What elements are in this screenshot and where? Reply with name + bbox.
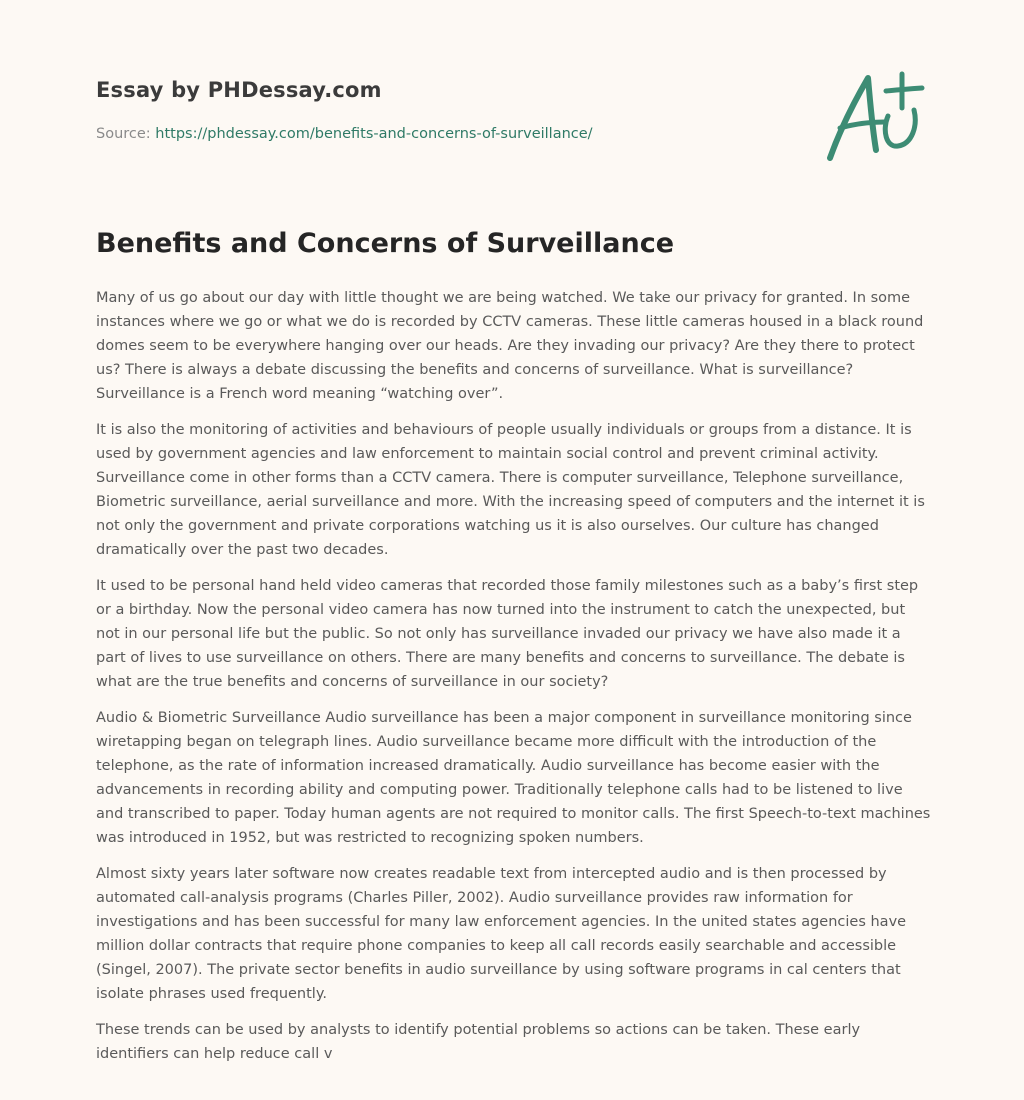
essay-paragraph: Audio & Biometric Surveillance Audio surveillance has been a major component in surveillance monitoring since wiretapping began on telegraph lines. Audio surveillance became more difficult with the introduction of the telephone, as the rate of information increased dramatically. Audio surveillance has become easier with the advancements in recording ability and computing power. Traditionally telephone calls had to be listened to live and transcribed to paper. Today human agents are not required to monitor calls. The first Speech-to-text machines was introduced in 1952, but was restricted to recognizing spoken numbers. <box>96 710 931 846</box>
essay-paragraph: Almost sixty years later software now creates readable text from intercepted audio and is then processed by automated call-analysis programs (Charles Piller, 2002). Audio surveillance provides raw information for investigations and has been successful for many law enforcement agencies. In the united states agencies have million dollar contracts that require phone companies to keep all call records easily searchable and accessible (Singel, 2007). The private sector benefits in audio surveillance by using software programs in cal centers that isolate phrases used frequently. <box>96 866 907 1002</box>
essay-paragraph: It is also the monitoring of activities and behaviours of people usually individuals or groups from a distance. It is used by government agencies and law enforcement to maintain social control and prevent criminal activity. Surveillance come in other forms than a CCTV camera. There is computer surveillance, Telephone surveillance, Biometric surveillance, aerial surveillance and more. With the increasing speed of computers and the internet it is not only the government and private corporations watching us it is also ourselves. Our culture has changed dramatically over the past two decades. <box>96 422 925 558</box>
source-label: Source: <box>96 126 156 142</box>
source-line <box>96 124 816 144</box>
essay-body <box>96 286 932 1078</box>
essay-title: Benefits and Concerns of Surveillance <box>96 228 675 259</box>
site-title: Essay by PHDessay.com <box>96 78 382 102</box>
a-plus-grade-icon <box>818 64 930 168</box>
essay-paragraph: It used to be personal hand held video cameras that recorded those family milestones such as a baby’s first step or a birthday. Now the personal video camera has now turned into the instrument to catch the unexpected, but not in our personal life but the public. So not only has surveillance invaded our privacy we have also made it a part of lives to use surveillance on others. There are many benefits and concerns to surveillance. The debate is what are the true benefits and concerns of surveillance in our society? <box>96 578 919 690</box>
page-header <box>96 76 816 144</box>
essay-paragraph: Many of us go about our day with little thought we are being watched. We take our privacy for granted. In some instances where we go or what we do is recorded by CCTV cameras. These little cameras housed in a black round domes seem to be everywhere hanging over our heads. Are they invading our privacy? Are they there to protect us? There is always a debate discussing the benefits and concerns of surveillance. What is surveillance? Surveillance is a French word meaning “watching over”. <box>96 290 924 402</box>
essay-paragraph: These trends can be used by analysts to identify potential problems so actions can be taken. These early identifiers can help reduce call v <box>96 1022 861 1062</box>
source-link[interactable]: https://phdessay.com/benefits-and-concerns-of-surveillance/ <box>155 126 593 142</box>
